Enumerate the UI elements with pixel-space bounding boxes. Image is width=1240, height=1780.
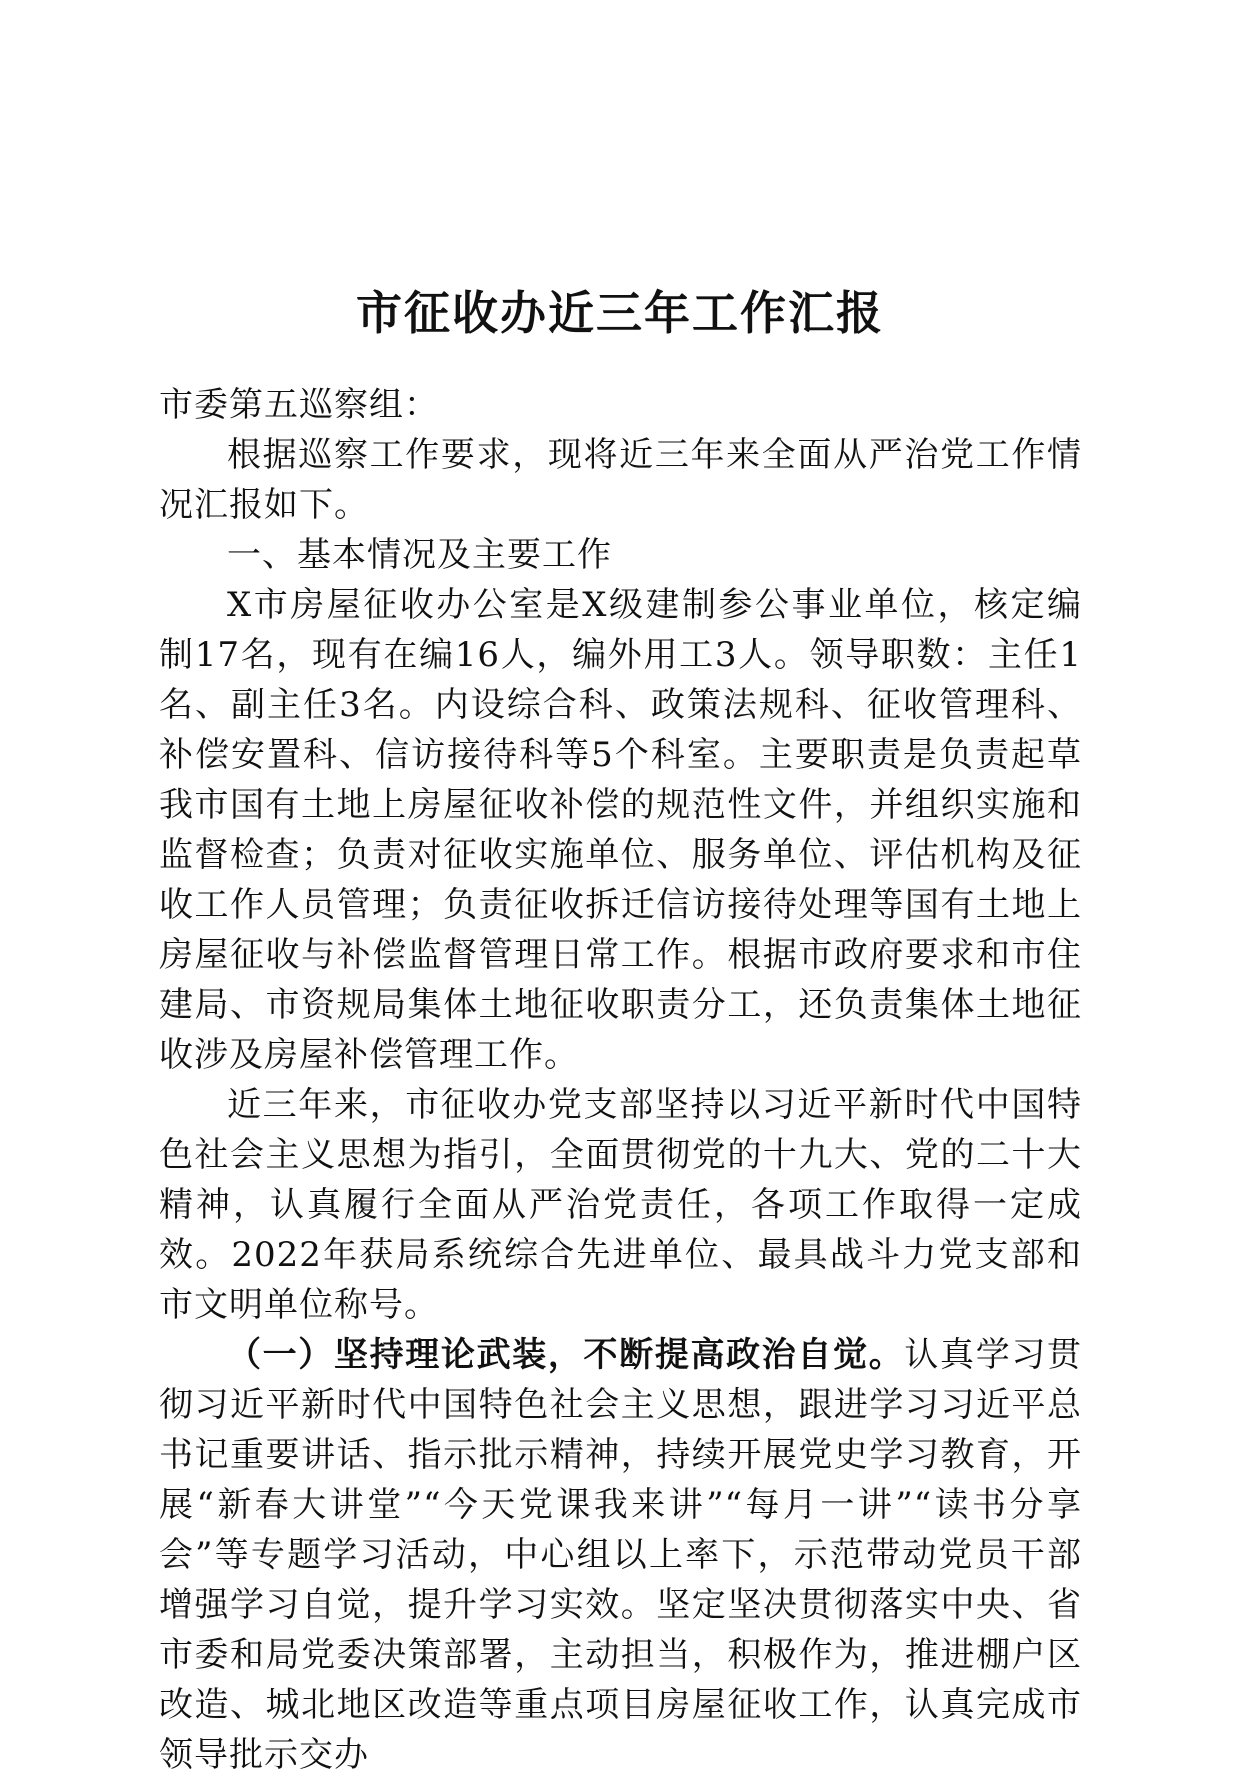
subsection-theory-body: 认真学习贯彻习近平新时代中国特色社会主义思想，跟进学习习近平总书记重要讲话、指示批示精神，持续开展党史学习教育，开展“新春大讲堂”“今天党课我来讲”“每月一讲”“读书分享会”等专题学习活动，中心组以上率下，示范带动党员干部增强学习自觉，提升学习实效。坚定坚决贯彻落实中央、省市委和局党委决策部署，主动担当，积极作为，推进棚户区改造、城北地区改造等重点项目房屋征收工作，认真完成市领导批示交办 xyxy=(159,1335,1082,1775)
salutation: 市委第五巡察组： xyxy=(159,385,439,425)
subsection-theory-paragraph xyxy=(159,1330,1082,1780)
achievements-paragraph: 近三年来，市征收办党支部坚持以习近平新时代中国特色社会主义思想为指引，全面贯彻党的十九大、党的二十大精神，认真履行全面从严治党责任，各项工作取得一定成效。2022年获局系统综合先进单位、最具战斗力党支部和市文明单位称号。 xyxy=(159,1085,1082,1325)
intro-paragraph: 根据巡察工作要求，现将近三年来全面从严治党工作情况汇报如下。 xyxy=(159,435,1082,525)
basic-info-paragraph: X市房屋征收办公室是X级建制参公事业单位，核定编制17名，现有在编16人，编外用工3人。领导职数：主任1名、副主任3名。内设综合科、政策法规科、征收管理科、补偿安置科、信访接待科等5个科室。主要职责是负责起草我市国有土地上房屋征收补偿的规范性文件，并组织实施和监督检查；负责对征收实施单位、服务单位、评估机构及征收工作人员管理；负责征收拆迁信访接待处理等国有土地上房屋征收与补偿监督管理日常工作。根据市政府要求和市住建局、市资规局集体土地征收职责分工，还负责集体土地征收涉及房屋补偿管理工作。 xyxy=(159,585,1082,1075)
document-body xyxy=(159,380,1082,1780)
subsection-theory-heading: （一）坚持理论武装，不断提高政治自觉。 xyxy=(227,1335,905,1375)
document-title: 市征收办近三年工作汇报 xyxy=(356,285,884,340)
section-heading-basic-info: 一、基本情况及主要工作 xyxy=(227,535,612,575)
